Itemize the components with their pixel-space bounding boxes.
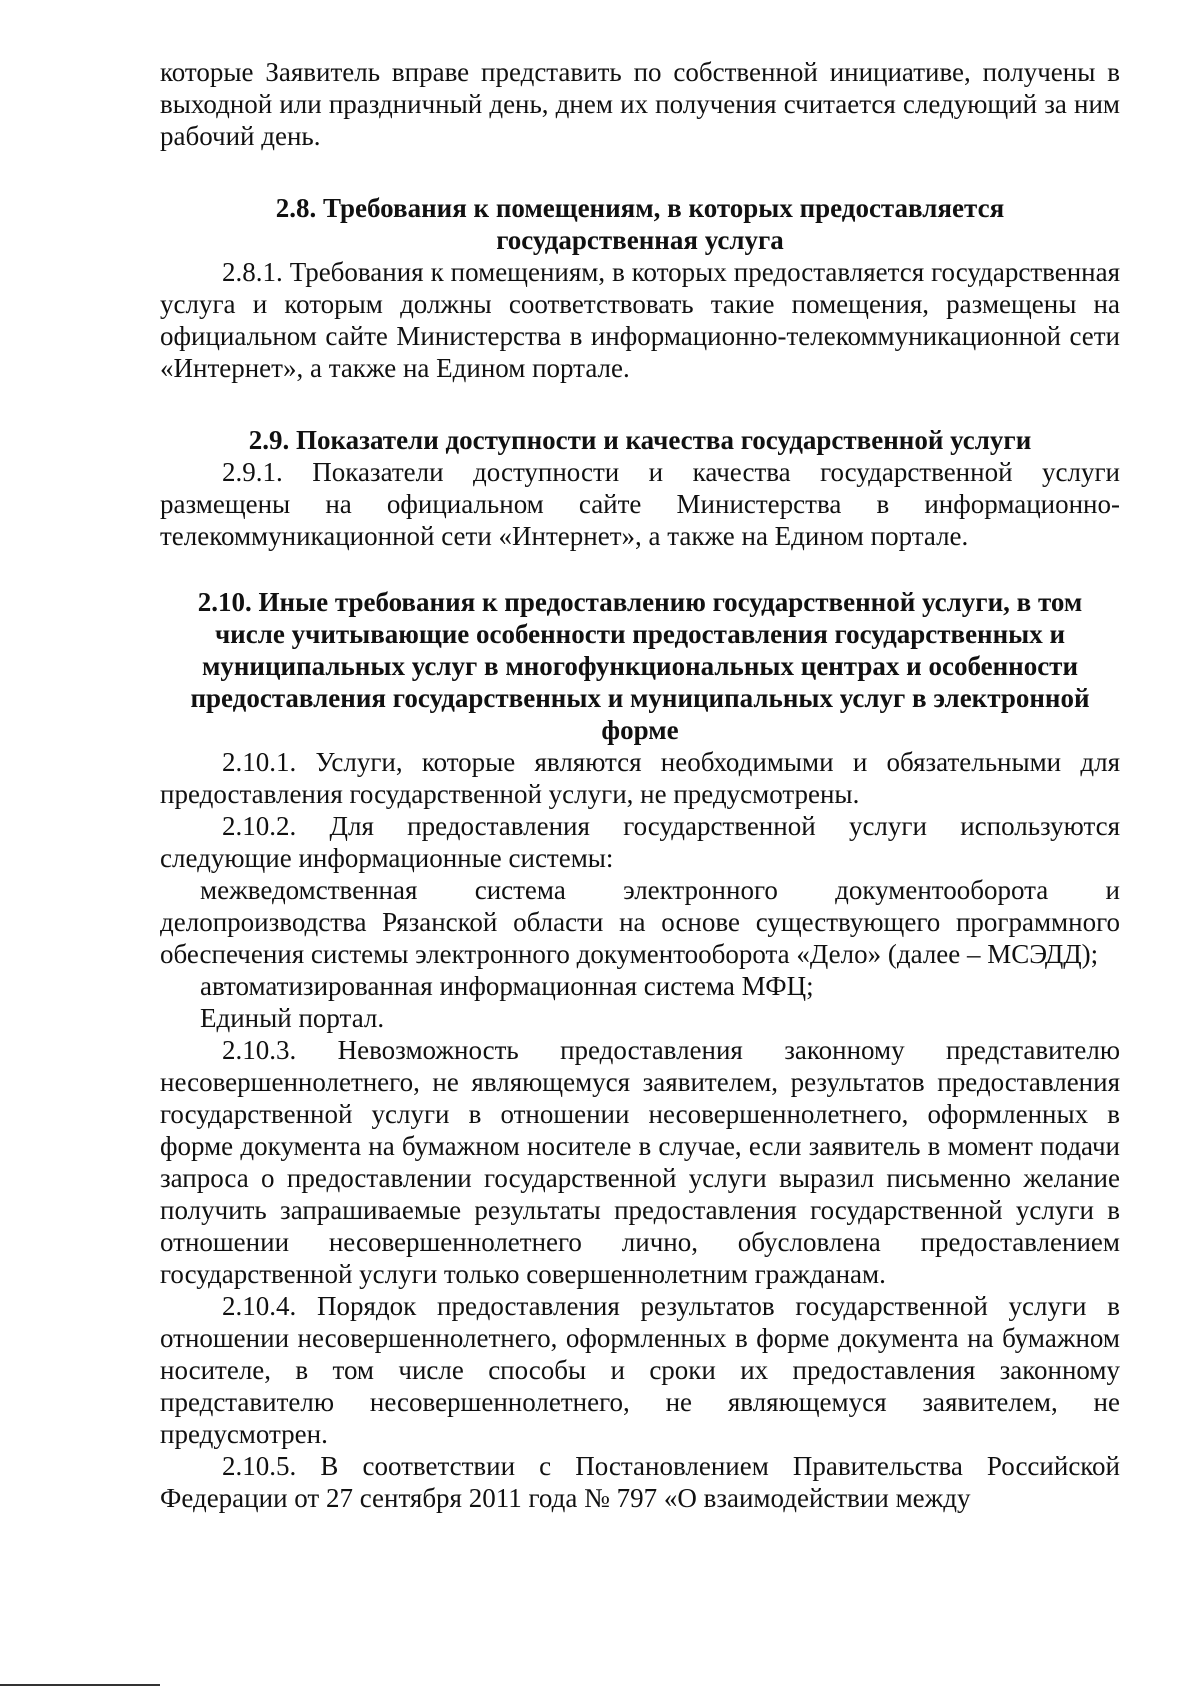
system-item-unified-portal: Единый портал. bbox=[200, 1003, 385, 1033]
paragraph-2-10-4: 2.10.4. Порядок предоставления результатов государственной услуги в отношении несовершеннолетнего, оформленных в форме документа на бумажном носителе, в том числе способы и сроки их предоставления законному представителю несовершеннолетнего, не являющемуся заявителем, не предусмотрен. bbox=[160, 1291, 1120, 1449]
paragraph-2-8-1: 2.8.1. Требования к помещениям, в которых предоставляется государственная услуга и которым должны соответствовать такие помещения, размещены на официальном сайте Министерства в информационно-телекоммуникационной сети «Интернет», а также на Едином портале. bbox=[160, 257, 1120, 383]
paragraph-2-10-1: 2.10.1. Услуги, которые являются необходимыми и обязательными для предоставления государственной услуги, не предусмотрены. bbox=[160, 747, 1120, 809]
system-item-msedd: межведомственная система электронного документооборота и делопроизводства Рязанской области на основе существующего программного обеспечения системы электронного документооборота «Дело» (далее – МСЭДД); bbox=[160, 875, 1120, 969]
paragraph-2-10-5: 2.10.5. В соответствии с Постановлением Правительства Российской Федерации от 27 сентября 2011 года № 797 «О взаимодействии между bbox=[160, 1451, 1120, 1513]
section-2-8-heading: 2.8. Требования к помещениям, в которых предоставляется государственная услуга bbox=[275, 193, 1005, 255]
paragraph-2-10-3: 2.10.3. Невозможность предоставления законному представителю несовершеннолетнего, не являющемуся заявителем, результатов предоставления государственной услуги в отношении несовершеннолетнего, оформленных в форме документа на бумажном носителе в случае, если заявитель в момент подачи запроса о предоставлении государственной услуги выразил письменно желание получить запрашиваемые результаты предоставления государственной услуги в отношении несовершеннолетнего лично, обусловлена предоставлением государственной услуги только совершеннолетним гражданам. bbox=[160, 1035, 1120, 1289]
paragraph-2-9-1: 2.9.1. Показатели доступности и качества государственной услуги размещены на официальном сайте Министерства в информационно-телекоммуникационной сети «Интернет», а также на Едином портале. bbox=[160, 457, 1120, 551]
system-item-ais-mfc: автоматизированная информационная система МФЦ; bbox=[200, 971, 814, 1001]
paragraph-2-10-2: 2.10.2. Для предоставления государственной услуги используются следующие информационные системы: bbox=[160, 811, 1120, 873]
page-bottom-rule bbox=[0, 1684, 160, 1686]
section-2-10-heading: 2.10. Иные требования к предоставлению государственной услуги, в том числе учитывающие особенности предоставления государственных и муниципальных услуг в многофункциональных центрах и особенности предоставления государственных и муниципальных услуг в электронной форме bbox=[190, 587, 1090, 745]
section-2-9-heading: 2.9. Показатели доступности и качества государственной услуги bbox=[248, 425, 1032, 455]
document-page bbox=[160, 56, 1120, 1514]
continuation-paragraph: которые Заявитель вправе представить по собственной инициативе, получены в выходной или праздничный день, днем их получения считается следующий за ним рабочий день. bbox=[160, 57, 1120, 151]
